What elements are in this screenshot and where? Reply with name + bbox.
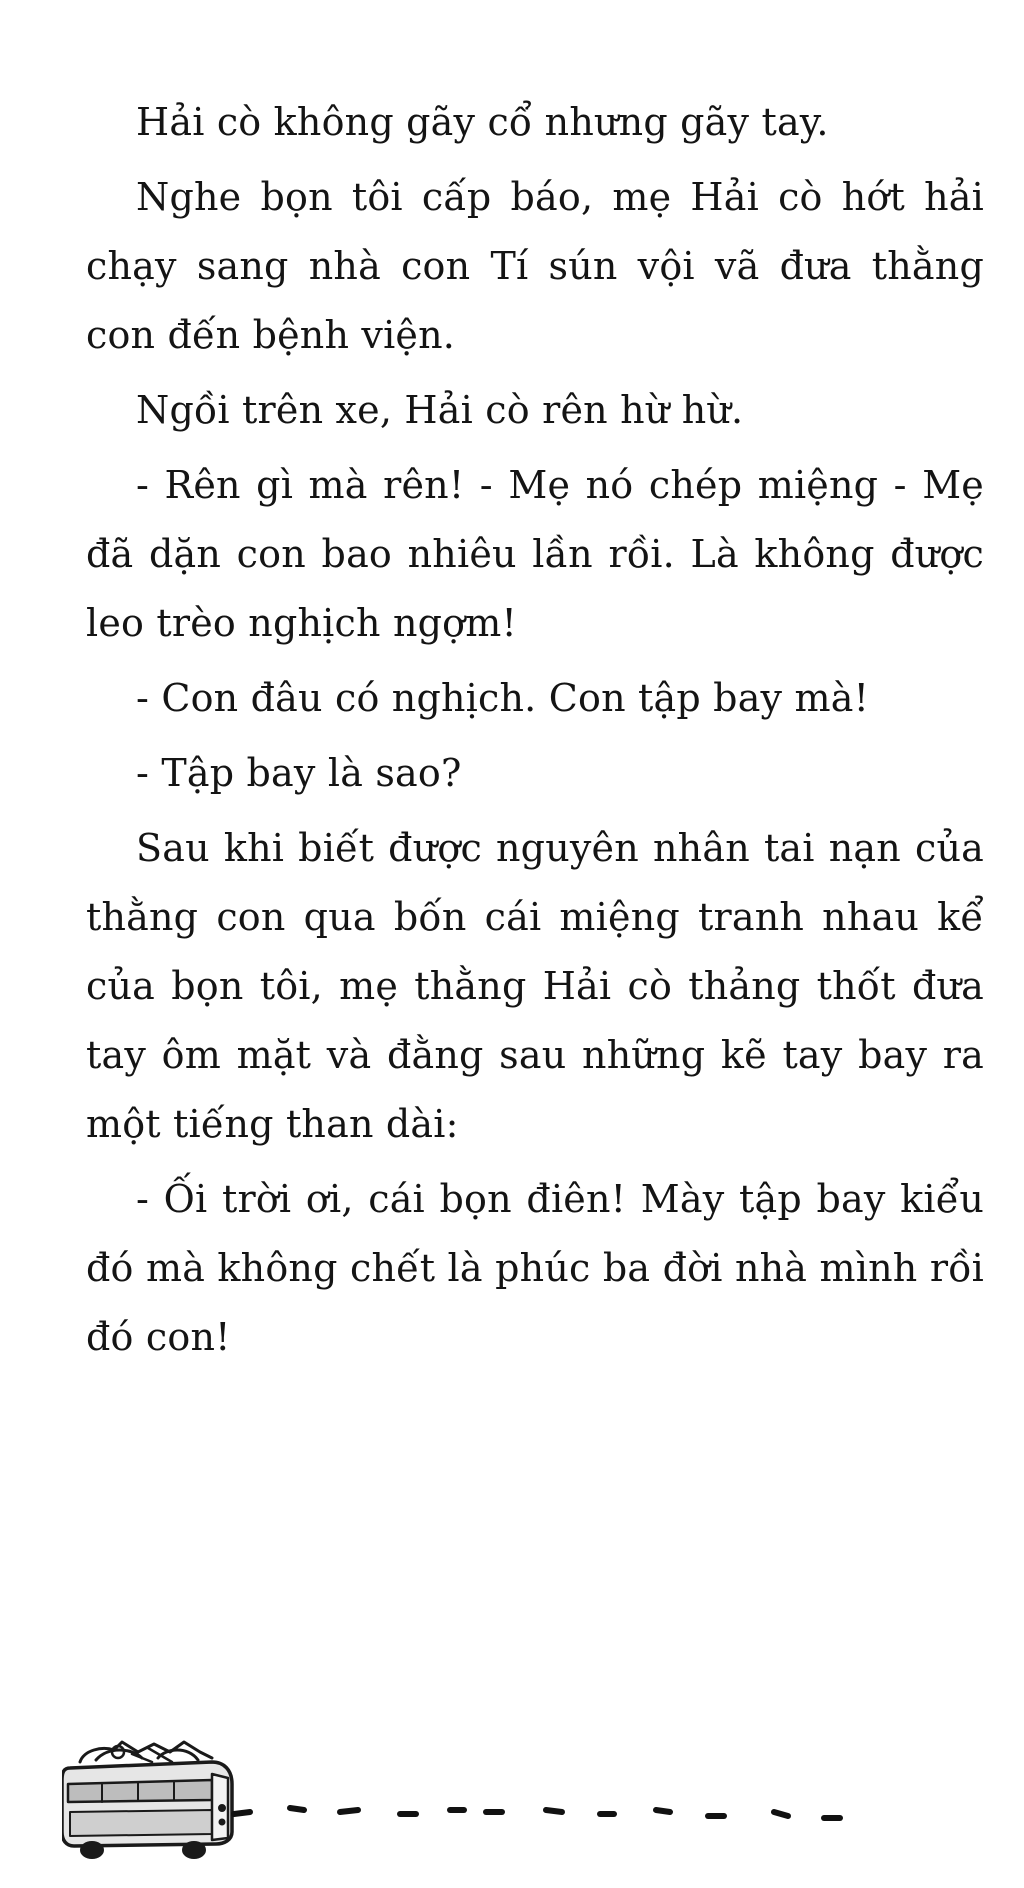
dash-mark [290,1808,304,1810]
story-text [86,88,984,1372]
paragraph-8: - Ối trời ơi, cái bọn điên! Mày tập bay kiểu đó mà không chết là phúc ba đời nhà mình rồi đó con! [86,1177,984,1359]
dash-trail [234,1808,840,1818]
bus-illustration [62,1722,1022,1872]
dash-mark [656,1810,670,1812]
dash-mark [546,1810,562,1812]
bus-icon [62,1742,232,1858]
paragraph-1: Hải cò không gãy cổ nhưng gãy tay. [136,100,829,144]
paragraph-5: - Con đâu có nghịch. Con tập bay mà! [136,676,870,720]
dash-mark [774,1812,788,1816]
paragraph-3: Ngồi trên xe, Hải cò rên hừ hừ. [136,388,744,432]
paragraph-7: Sau khi biết được nguyên nhân tai nạn của thằng con qua bốn cái miệng tranh nhau kể của bọn tôi, mẹ thằng Hải cò thảng thốt đưa tay ôm mặt và đằng sau những kẽ tay bay ra một tiếng than dài: [86,826,984,1146]
paragraph-2: Nghe bọn tôi cấp báo, mẹ Hải cò hớt hải chạy sang nhà con Tí sún vội vã đưa thằng con đến bệnh viện. [86,175,984,357]
paragraph-6: - Tập bay là sao? [136,751,462,795]
dash-mark [340,1810,358,1812]
paragraph-4: - Rên gì mà rên! - Mẹ nó chép miệng - Mẹ đã dặn con bao nhiêu lần rồi. Là không được leo trèo nghịch ngợm! [86,463,984,645]
page-footer-decoration [62,1722,1022,1872]
dash-mark [234,1812,250,1814]
